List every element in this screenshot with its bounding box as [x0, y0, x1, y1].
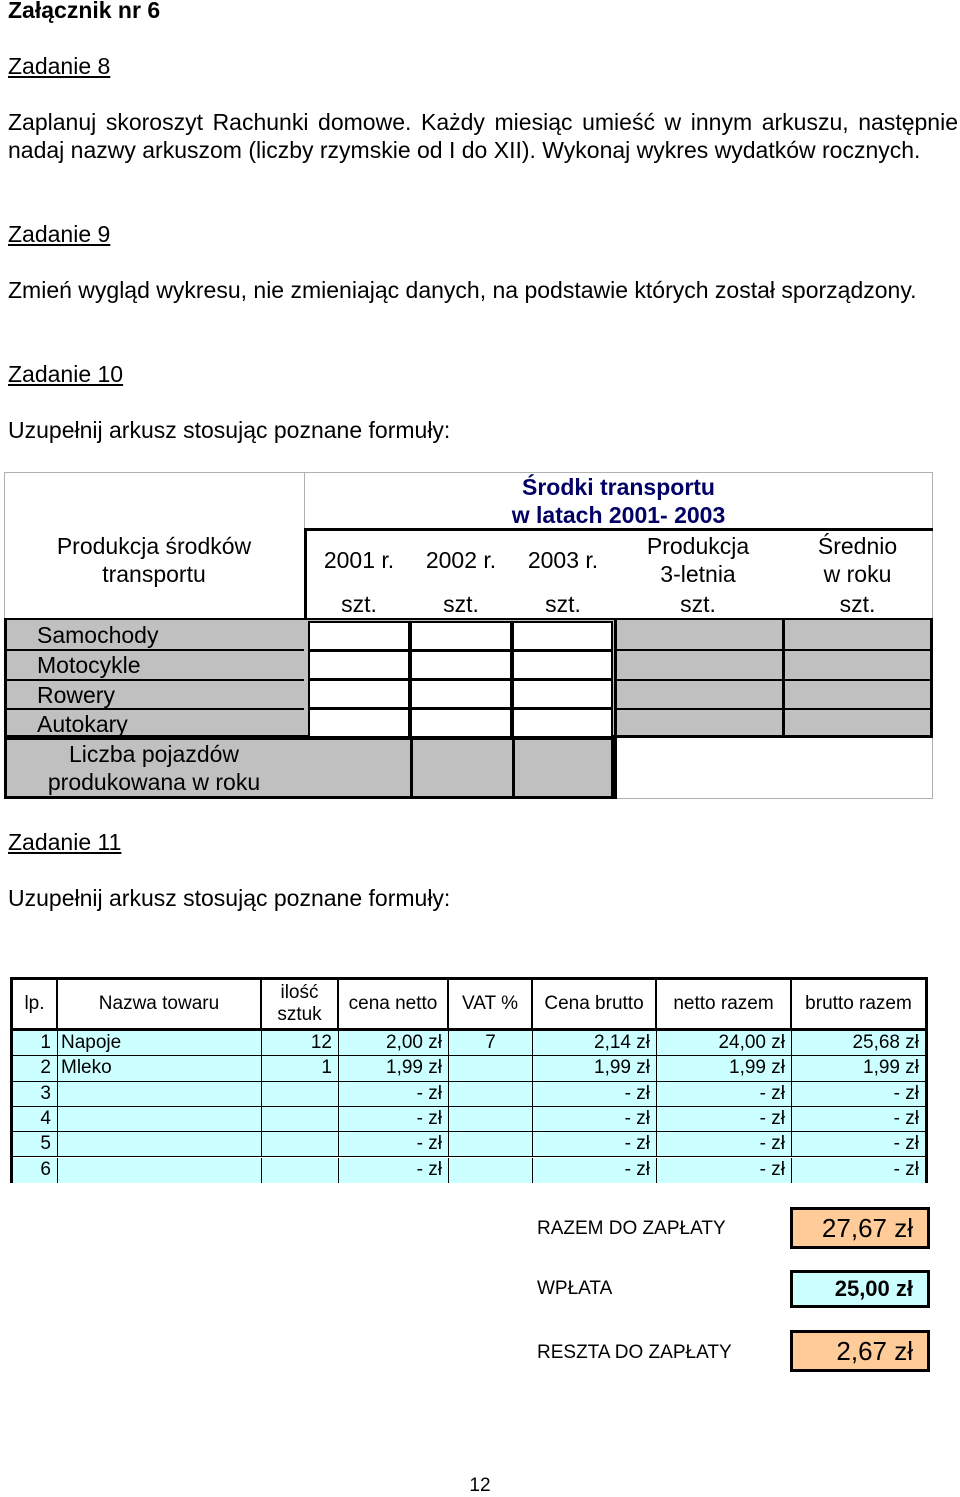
col-lp: lp.: [13, 980, 58, 1031]
cell-gross[interactable]: - zł: [533, 1158, 657, 1183]
cell-qty[interactable]: [262, 1107, 339, 1132]
col-average-line1: Średnio: [817, 533, 898, 559]
cell-gross[interactable]: - zł: [533, 1132, 657, 1157]
input-cell[interactable]: [412, 652, 510, 678]
cell-gross-total[interactable]: - zł: [792, 1158, 925, 1183]
cell-gross-total[interactable]: 25,68 zł: [792, 1031, 925, 1056]
grid-line: [410, 738, 413, 799]
cell-lp[interactable]: 6: [13, 1158, 58, 1183]
cell-lp[interactable]: 1: [13, 1031, 58, 1056]
payment-value: 25,00 zł: [790, 1270, 930, 1308]
cell-net-total[interactable]: 24,00 zł: [657, 1031, 792, 1056]
cell-gross-total[interactable]: - zł: [792, 1107, 925, 1132]
cell-net[interactable]: - zł: [339, 1132, 449, 1157]
col-production-line1: Produkcja: [646, 533, 750, 559]
col-2003: 2003 r.: [527, 547, 599, 573]
cell-name[interactable]: [58, 1082, 262, 1107]
group-header: [304, 472, 933, 530]
total-label: RAZEM DO ZAPŁATY: [537, 1218, 726, 1239]
cell-lp[interactable]: 3: [13, 1082, 58, 1107]
task8-text: Zaplanuj skoroszyt Rachunki domowe. Każdy miesiąc umieść w innym arkuszu, następnie nadaj nazwy arkuszom (liczby rzymskie od I do XII). Wykonaj wykres wydatków rocznych.: [8, 109, 958, 163]
input-cell[interactable]: [310, 681, 408, 707]
cell-gross[interactable]: 2,14 zł: [533, 1031, 657, 1056]
cell-vat[interactable]: [449, 1056, 533, 1081]
grid-line: [304, 528, 933, 531]
cell-net[interactable]: - zł: [339, 1107, 449, 1132]
change-value: 2,67 zł: [790, 1330, 930, 1372]
cell-name[interactable]: Napoje: [58, 1031, 262, 1056]
page-number: 12: [469, 1475, 491, 1496]
col-2002: 2002 r.: [425, 547, 497, 573]
cell-lp[interactable]: 4: [13, 1107, 58, 1132]
cell-name[interactable]: [58, 1158, 262, 1183]
cell-name[interactable]: [58, 1132, 262, 1157]
input-cell[interactable]: [412, 681, 510, 707]
total-line2: produkowana w roku: [47, 769, 261, 795]
row-label-rowery: Rowery: [37, 682, 115, 708]
page-title: Załącznik nr 6: [8, 0, 161, 23]
grid-line: [614, 708, 933, 710]
row-label-autokary: Autokary: [37, 711, 128, 737]
col-production-line2: 3-letnia: [660, 561, 736, 587]
row-header-line1: Produkcja środków: [56, 533, 252, 559]
row-header-line2: transportu: [102, 561, 206, 587]
col-production: [614, 530, 782, 590]
col-vat: VAT %: [449, 980, 533, 1031]
unit-2003: szt.: [545, 591, 581, 617]
cell-net[interactable]: - zł: [339, 1158, 449, 1183]
input-cell[interactable]: [310, 623, 408, 649]
col-gross-price: Cena brutto: [533, 980, 657, 1031]
input-cell[interactable]: [514, 623, 611, 649]
transport-table: [4, 472, 933, 799]
cell-lp[interactable]: 2: [13, 1056, 58, 1081]
task11-text: Uzupełnij arkusz stosując poznane formuły:: [8, 885, 451, 911]
col-qty-line1: ilość: [280, 982, 319, 1003]
cell-gross[interactable]: - zł: [533, 1082, 657, 1107]
cell-vat[interactable]: [449, 1158, 533, 1183]
cell-qty[interactable]: [262, 1082, 339, 1107]
col-name: Nazwa towaru: [58, 980, 262, 1031]
cell-net-total[interactable]: - zł: [657, 1082, 792, 1107]
cell-qty[interactable]: [262, 1158, 339, 1183]
task9-text: Zmień wygląd wykresu, nie zmieniając danych, na podstawie których został sporządzony.: [8, 277, 917, 303]
col-average-line2: w roku: [823, 561, 892, 587]
total-line1: Liczba pojazdów: [68, 741, 240, 767]
cell-gross-total[interactable]: 1,99 zł: [792, 1056, 925, 1081]
cell-vat[interactable]: [449, 1107, 533, 1132]
col-net-total: netto razem: [657, 980, 792, 1031]
cell-gross[interactable]: 1,99 zł: [533, 1056, 657, 1081]
cell-qty[interactable]: [262, 1132, 339, 1157]
cell-qty[interactable]: 1: [262, 1056, 339, 1081]
col-average: [782, 530, 933, 590]
cell-net-total[interactable]: - zł: [657, 1107, 792, 1132]
cell-lp[interactable]: 5: [13, 1132, 58, 1157]
input-cell[interactable]: [412, 623, 510, 649]
unit-2001: szt.: [341, 591, 377, 617]
task8-title: Zadanie 8: [8, 53, 111, 79]
cell-net[interactable]: 1,99 zł: [339, 1056, 449, 1081]
cell-net[interactable]: - zł: [339, 1082, 449, 1107]
cell-vat[interactable]: [449, 1132, 533, 1157]
task11-title: Zadanie 11: [8, 829, 122, 855]
row-label-total: [4, 738, 304, 798]
cell-qty[interactable]: 12: [262, 1031, 339, 1056]
grid-line: [4, 649, 304, 651]
cell-name[interactable]: [58, 1107, 262, 1132]
unit-average: szt.: [839, 591, 876, 617]
input-cell[interactable]: [412, 710, 510, 736]
col-2001: 2001 r.: [323, 547, 395, 573]
payment-label: WPŁATA: [537, 1278, 613, 1299]
cell-vat[interactable]: [449, 1082, 533, 1107]
input-cell[interactable]: [514, 652, 611, 678]
row-header: [4, 530, 304, 590]
cell-net-total[interactable]: - zł: [657, 1158, 792, 1183]
cell-net[interactable]: 2,00 zł: [339, 1031, 449, 1056]
cell-net-total[interactable]: 1,99 zł: [657, 1056, 792, 1081]
input-cell[interactable]: [514, 710, 611, 736]
row-label-motocykle: Motocykle: [37, 652, 141, 678]
row-label-samochody: Samochody: [37, 622, 159, 648]
grid-line: [614, 679, 933, 681]
input-cell[interactable]: [310, 710, 408, 736]
col-qty: [262, 980, 339, 1031]
change-label: RESZTA DO ZAPŁATY: [537, 1342, 732, 1363]
invoice-table: [10, 977, 928, 1183]
cell-gross[interactable]: - zł: [533, 1107, 657, 1132]
grid-line: [614, 649, 933, 651]
col-qty-line2: sztuk: [277, 1004, 322, 1025]
input-cell[interactable]: [310, 652, 408, 678]
grid-line: [4, 737, 614, 740]
cell-name[interactable]: Mleko: [58, 1056, 262, 1081]
task10-title: Zadanie 10: [8, 361, 124, 387]
cell-gross-total[interactable]: - zł: [792, 1082, 925, 1107]
cell-gross-total[interactable]: - zł: [792, 1132, 925, 1157]
total-value: 27,67 zł: [790, 1207, 930, 1249]
group-header-line1: Środki transportu: [522, 474, 715, 500]
col-gross-total: brutto razem: [792, 980, 925, 1031]
input-cell[interactable]: [514, 681, 611, 707]
unit-production: szt.: [680, 591, 716, 617]
grid-line: [4, 679, 304, 681]
unit-2002: szt.: [443, 591, 479, 617]
cell-vat[interactable]: 7: [449, 1031, 533, 1056]
grid-line: [512, 738, 515, 799]
group-header-line2: w latach 2001- 2003: [511, 502, 726, 528]
col-net-price: cena netto: [339, 980, 449, 1031]
task9-title: Zadanie 9: [8, 221, 111, 247]
task10-text: Uzupełnij arkusz stosując poznane formuły:: [8, 417, 451, 443]
grid-line: [4, 708, 304, 710]
cell-net-total[interactable]: - zł: [657, 1132, 792, 1157]
